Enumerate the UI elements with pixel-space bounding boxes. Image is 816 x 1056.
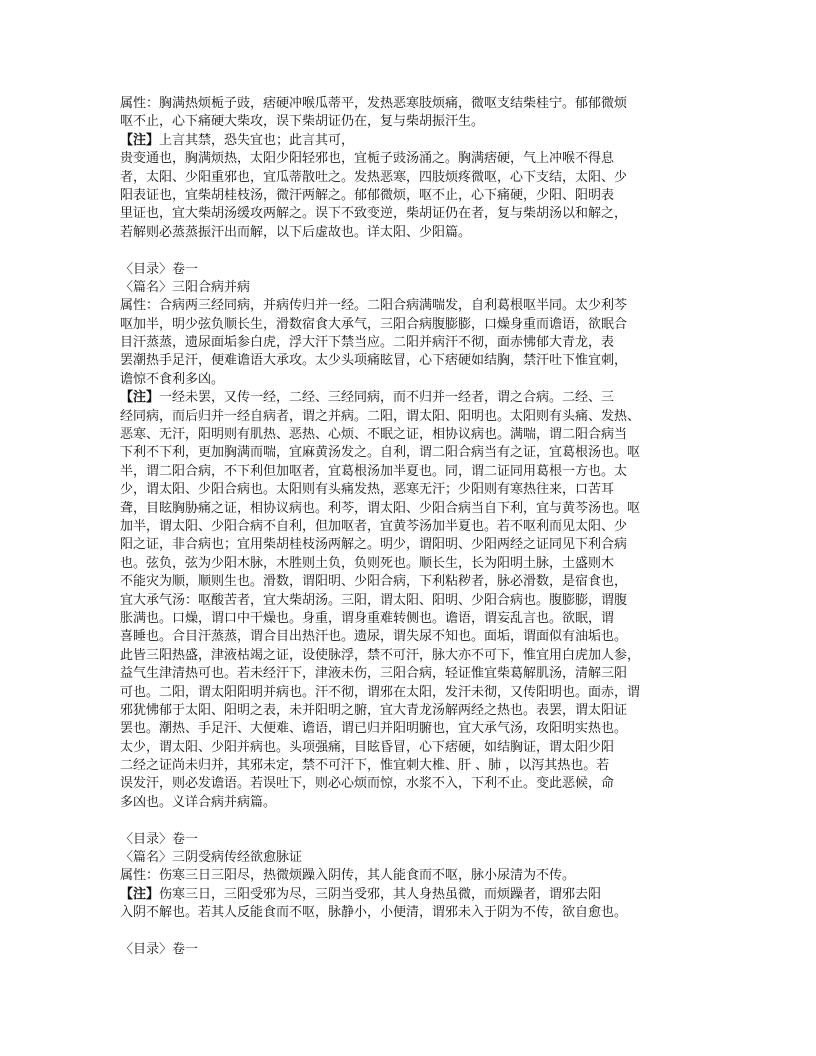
note-label: 【注】 [120,132,160,148]
note-line: 下利不下利，更加胸满而喘，宜麻黄汤发之。自利，谓二阳合病当有之证，宜葛根汤也。呕 [120,445,641,461]
note-line: 入阴不解也。若其人反能食而不呕，脉静小，小便清，谓邪未入于阴为不传，欲自愈也。 [120,905,628,921]
note-line: 阳之证，非合病也；宜用柴胡桂枝汤两解之。明少，谓阳明、少阳两经之证同见下利合病 [120,537,628,553]
attribute-line: 罢潮热手足汗，便难谵语大承攻。太少头项痛眩冒，心下痞硬如结胸，禁汗吐下惟宜刺， [120,353,628,369]
catalog-heading: 〈目录〉卷一 [120,941,199,957]
section-3 [120,831,700,923]
note-text: 伤寒三日，三阳受邪为尽，三阴当受邪，其人身热虽微，而烦躁者，谓邪去阳 [159,886,602,902]
chapter-title: 〈篇名〉三阴受病传经欲愈脉证 [120,850,303,866]
paragraph-gap [120,812,700,830]
note-line: 益气生津清热可也。若未经汗下，津液未伤，三阳合病，轻证惟宜柴葛解肌汤，清解三阳 [120,666,628,682]
note-text: 一经未罢，又传一经，二经、三经同病，而不归并一经者，谓之合病。二经、三 [159,390,615,406]
note-line: 罢也。潮热、手足汗、大便难、谵语，谓已归并阳明腑也，宜大承气汤，攻阳明实热也。 [120,721,628,737]
note-text: 上言其禁，恐失宜也；此言其可， [159,132,355,148]
note-line: 二经之证尚未归并，其邪未定，禁不可汗下，惟宜刺大椎、肝 、肺 ，以泻其热也。若 [120,758,610,774]
note-line [120,389,700,407]
note-line: 若解则必蒸蒸振汗出而解，以下后虚故也。详太阳、少阳篇。 [120,224,472,240]
catalog-heading: 〈目录〉卷一 [120,261,199,277]
note-line: 贵变通也，胸满烦热，太阳少阳轻邪也，宜栀子豉汤涌之。胸满痞硬，气上冲喉不得息 [120,151,615,167]
note-line [120,132,700,150]
attribute-line: 谵惊不食利多凶。 [120,371,225,387]
note-line: 恶寒、无汗，阳明则有肌热、恶热、心烦、不眠之证，相协议病也。满喘，谓二阳合病当 [120,427,628,443]
note-line: 可也。二阳，谓太阳阳明并病也。汗不彻，谓邪在太阳，发汗未彻，又传阳明也。面赤，谓 [120,684,641,700]
note-line: 太少，谓太阳、少阳并病也。头项强痛，目眩昏冒，心下痞硬，如结胸证，谓太阳少阳 [120,739,615,755]
note-label: 【注】 [120,886,160,902]
note-line: 也。弦负，弦为少阳木脉，木胜则土负，负则死也。顺长生，长为阳明土脉，土盛则木 [120,555,615,571]
document-page [120,95,700,959]
section-2 [120,261,700,813]
attribute-line: 呕加半，明少弦负顺长生，滑数宿食大承气，三阳合病腹膨膨，口燥身重而谵语，欲眠合 [120,316,628,332]
note-line: 此皆三阳热盛，津液枯竭之证，设使脉浮，禁不可汗，脉大亦不可下，惟宜用白虎加人参， [120,647,641,663]
note-line: 误发汗，则必发谵语。若误吐下，则必心烦而惊，水浆不入，下利不止。变此恶候，命 [120,776,615,792]
note-line: 宜大承气汤：呕酸苦者，宜大柴胡汤。三阳，谓太阳、阳明、少阳合病也。腹膨膨，谓腹 [120,592,628,608]
note-line [120,886,700,904]
note-line: 者，太阳、少阳重邪也，宜瓜蒂散吐之。发热恶寒，四肢烦疼微呕，心下支结，太阳、少 [120,169,628,185]
attribute-line: 目汗蒸蒸，遗尿面垢参白虎，浮大汗下禁当应。二阳并病汗不彻，面赤怫郁大青龙，表 [120,335,615,351]
note-line: 半，谓二阳合病，不下利但加呕者，宜葛根汤加半夏也。同，谓二证同用葛根一方也。太 [120,463,628,479]
attribute-line: 呕不止，心下痛硬大柴攻，误下柴胡证仍在，复与柴胡振汗生。 [120,114,485,130]
attribute-line: 属性：合病两三经同病，并病传归并一经。二阳合病满喘发，自利葛根呕半同。太少利芩 [120,298,628,314]
note-line: 多凶也。义详合病并病篇。 [120,794,277,810]
attribute-line: 属性：伤寒三日三阳尽，热微烦躁入阴传，其人能食而不呕，脉小尿清为不传。 [120,868,576,884]
note-line: 加半，谓太阳、少阳合病不自利，但加呕者，宜黄芩汤加半夏也。若不呕利而见太阳、少 [120,518,628,534]
note-line: 喜睡也。合目汗蒸蒸，谓合目出热汗也。遗尿，谓失尿不知也。面垢，谓面似有油垢也。 [120,629,628,645]
paragraph-gap [120,242,700,260]
note-line: 里证也，宜大柴胡汤缓攻两解之。误下不致变逆，柴胡证仍在者，复与柴胡汤以和解之， [120,206,628,222]
chapter-title: 〈篇名〉三阳合病并病 [120,279,251,295]
note-line: 邪犹怫郁于太阳、阳明之表，未并阳明之腑，宜大青龙汤解两经之热也。表罢，谓太阳证 [120,702,628,718]
paragraph-gap [120,923,700,941]
note-line: 聋，目眩胸胁痛之证，相协议病也。利芩，谓太阳、少阳合病当自下利，宜与黄芩汤也。呕 [120,500,641,516]
section-1 [120,95,700,242]
catalog-heading: 〈目录〉卷一 [120,831,199,847]
note-line: 经同病，而后归并一经自病者，谓之并病。二阳，谓太阳、阳明也。太阳则有头痛、发热、 [120,408,641,424]
note-line: 不能灾为顺，顺则生也。滑数，谓阳明、少阳合病，下利粘秽者，脉必滑数，是宿食也， [120,574,628,590]
note-line: 胀满也。口燥，谓口中干燥也。身重，谓身重难转侧也。谵语，谓妄乱言也。欲眠，谓 [120,610,615,626]
note-line: 阳表证也，宜柴胡桂枝汤，微汗两解之。郁郁微烦，呕不止，心下痛硬，少阳、阳明表 [120,187,615,203]
note-label: 【注】 [120,390,160,406]
attribute-line: 属性：胸满热烦栀子豉，痞硬冲喉瓜蒂平，发热恶寒肢烦痛，微呕支结柴桂宁。郁郁微烦 [120,96,628,111]
note-line: 少，谓太阳、少阳合病也。太阳则有头痛发热，恶寒无汗；少阳则有寒热往来，口苦耳 [120,482,615,498]
